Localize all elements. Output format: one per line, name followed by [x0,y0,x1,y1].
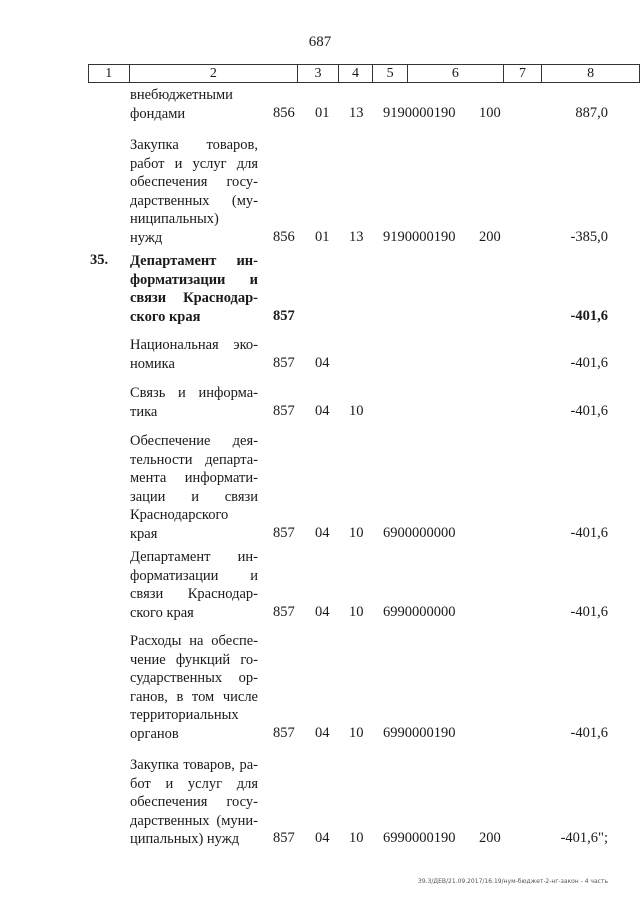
cell-c4: 04 [315,402,330,419]
row-name-line: Закупка товаров, [130,137,258,153]
row-name-line: территориальных [130,707,239,723]
cell-c6: 6990000190 [383,830,456,846]
row-name [130,384,258,421]
cell-c5: 10 [349,830,364,846]
header-col-4: 4 [338,65,373,83]
cell-c7: 200 [479,830,501,846]
cell-c8: -401,6 [570,354,608,371]
row-name-line: края [130,525,158,542]
cell-c4: 04 [315,603,330,620]
row-name-line: зации и связи [130,488,258,505]
cell-c4: 04 [315,354,330,371]
row-name-line: Краснодарского [130,507,229,523]
footer-path: 39.3/ДЕВ/21.09.2017/16.19/нум-бюджет-2-нг-закон - 4 часть [418,878,608,885]
cell-c3: 857 [273,354,295,371]
cell-c8: -401,6 [570,524,608,541]
cell-c5: 13 [349,104,364,121]
cell-c4: 04 [315,830,330,846]
row-name-line: ского края [130,308,201,325]
row-name-line: тельности департа- [130,451,258,468]
page-number: 687 [308,34,332,50]
cell-c4: 01 [315,228,330,245]
row-name-line: дарственных (му- [130,192,258,209]
header-col-5: 5 [373,65,408,83]
row-name-line: внебюджетными [130,87,233,103]
cell-c8: -401,6 [570,724,608,741]
row-name-line: Департамент ин- [130,253,258,269]
header-col-7: 7 [503,65,542,83]
row-name-line: ганов, в том числе [130,688,258,705]
row-name-line: обеспечения госу- [130,174,258,190]
row-name [130,432,258,543]
row-name-line: ниципальных) [130,211,219,227]
cell-c8: -401,6 [570,402,608,419]
cell-c3: 857 [273,307,295,324]
cell-c4: 04 [315,724,330,741]
row-name-line: связи Краснодар- [130,586,258,602]
row-name-line: обеспечения госу- [130,794,258,810]
cell-c5: 10 [349,603,364,620]
cell-c4: 04 [315,524,330,541]
row-name-line: форматизации и [130,567,258,584]
row-name-line: Расходы на обеспе- [130,633,258,649]
cell-c7: 100 [479,104,501,121]
row-name-line: Национальная эко- [130,337,258,353]
cell-c4: 01 [315,104,330,121]
cell-c8: -401,6"; [560,830,608,846]
row-name-line: фондами [130,105,186,122]
header-col-8: 8 [542,65,640,83]
row-number: 35. [90,252,109,268]
row-name-line: Департамент ин- [130,549,258,565]
cell-c8: -401,6 [570,603,608,620]
cell-c3: 857 [273,524,295,541]
row-name-line: Связь и информа- [130,385,258,401]
cell-c3: 856 [273,104,295,121]
row-name [130,632,258,743]
row-name-line: дарственных (муни- [130,812,258,829]
row-name-line: ципальных) нужд [130,831,240,847]
cell-c5: 10 [349,724,364,741]
cell-c5: 10 [349,524,364,541]
cell-c7: 200 [479,228,501,245]
row-name-line: бот и услуг для [130,775,258,792]
row-name-line: мента информати- [130,470,258,486]
cell-c3: 857 [273,402,295,419]
cell-c6: 9190000190 [383,228,456,245]
cell-c6: 6990000190 [383,724,456,741]
row-name-line: номика [130,355,175,372]
row-name [130,548,258,622]
cell-c8: -401,6 [570,307,608,324]
row-name-line: сударственных ор- [130,670,258,686]
cell-c6: 6900000000 [383,524,456,541]
row-name-line: тика [130,403,158,420]
header-col-1: 1 [89,65,130,83]
row-name-line: форматизации и [130,271,258,288]
row-name [130,86,258,123]
row-name [130,336,258,373]
row-name-line: нужд [130,229,163,246]
row-name-line: чение функций го- [130,651,258,668]
cell-c6: 9190000190 [383,104,456,121]
cell-c5: 13 [349,228,364,245]
row-name-line: органов [130,725,179,742]
row-name-line: связи Краснодар- [130,290,258,306]
row-name [130,756,258,849]
row-name [130,136,258,247]
row-name-line: работ и услуг для [130,155,258,172]
column-header-table [88,64,640,83]
row-name [130,252,258,326]
cell-c3: 857 [273,603,295,620]
cell-c8: -385,0 [570,228,608,245]
cell-c5: 10 [349,402,364,419]
header-col-3: 3 [298,65,339,83]
cell-c3: 857 [273,830,295,846]
cell-c6: 6990000000 [383,603,456,620]
header-col-2: 2 [129,65,298,83]
cell-c3: 856 [273,228,295,245]
cell-c3: 857 [273,724,295,741]
row-name-line: ского края [130,604,194,621]
row-name-line: Закупка товаров, ра- [130,757,258,773]
row-name-line: Обеспечение дея- [130,433,258,449]
header-col-6: 6 [407,65,503,83]
cell-c8: 887,0 [575,104,608,121]
